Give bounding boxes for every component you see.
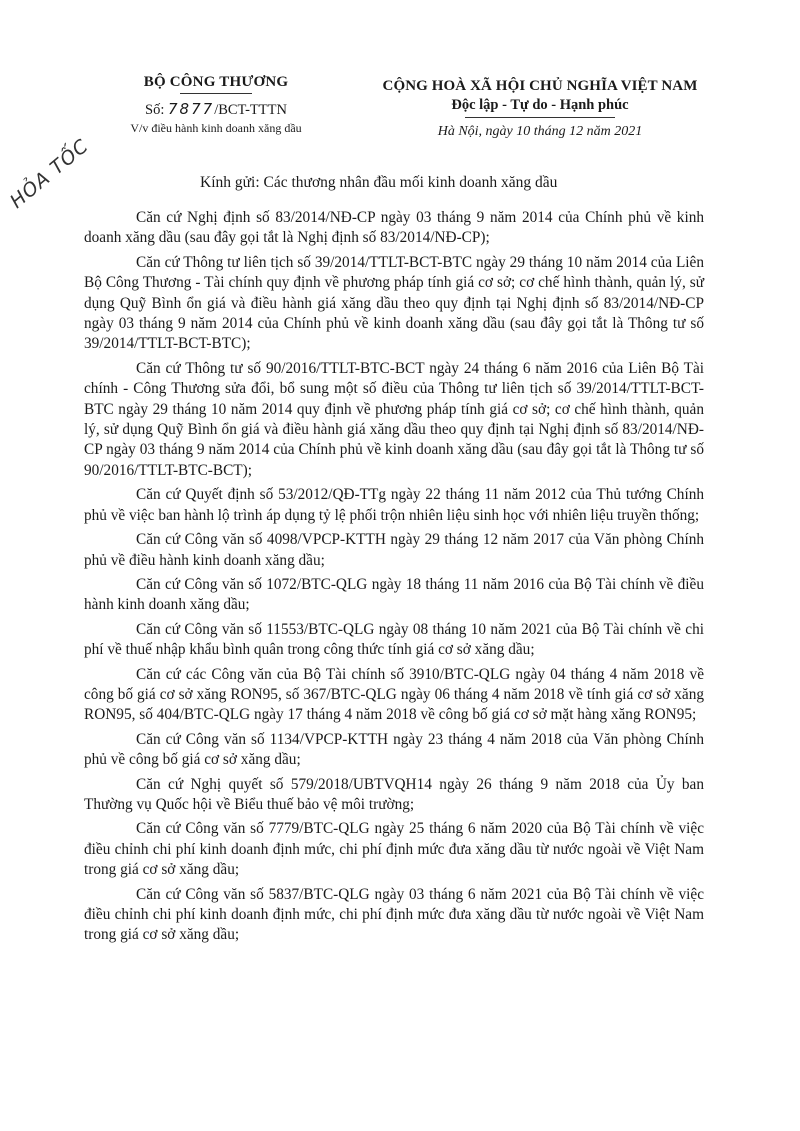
- paragraph: Căn cứ Công văn số 4098/VPCP-KTTH ngày 29 tháng 12 năm 2017 của Văn phòng Chính phủ về điều hành kinh doanh xăng dầu;: [84, 531, 704, 569]
- national-header: [340, 78, 740, 140]
- paragraph: Căn cứ Thông tư số 90/2016/TTLT-BTC-BCT ngày 24 tháng 6 năm 2016 của Liên Bộ Tài chính - Công Thương sửa đổi, bổ sung một số điều của Thông tư liên tịch số 39/2014/TTLT-BCT-BTC ngày 29 tháng 10 năm 2014 quy định về phương pháp tính giá cơ sở; cơ chế hình thành, quản lý, sử dụng Quỹ Bình ổn giá và điều hành giá xăng dầu theo quy định tại Nghị định số 83/2014/NĐ-CP ngày 03 tháng 9 năm 2014 của Chính phủ về kinh doanh xăng dầu (sau đây gọi tắt là Thông tư số 90/2016/TTLT-BTC-BCT);: [84, 359, 704, 479]
- document-number: [86, 100, 346, 119]
- issuer-name: BỘ CÔNG THƯƠNG: [143, 74, 289, 90]
- document-body: [84, 208, 704, 950]
- paragraph: Căn cứ Công văn số 11553/BTC-QLG ngày 08 tháng 10 năm 2021 của Bộ Tài chính về chi phí về thuế nhập khẩu bình quân trong công thức tính giá cơ sở xăng dầu;: [84, 620, 704, 659]
- issuer-block: [86, 74, 346, 136]
- doc-number-prefix: Số:: [145, 102, 165, 118]
- paragraph: Căn cứ các Công văn của Bộ Tài chính số 3910/BTC-QLG ngày 04 tháng 4 năm 2018 về công bố giá cơ sở xăng RON95, số 367/BTC-QLG ngày 06 tháng 4 năm 2018 về tính giá cơ sở xăng RON95, số 404/BTC-QLG ngày 17 tháng 4 năm 2018 về công bố giá cơ sở mặt hàng xăng RON95;: [84, 665, 704, 724]
- motto-underline: [465, 117, 615, 118]
- paragraph: Căn cứ Công văn số 1134/VPCP-KTTH ngày 23 tháng 4 năm 2018 của Văn phòng Chính phủ về công bố giá cơ sở xăng dầu;: [84, 730, 704, 769]
- doc-number-handwritten: 7877: [168, 100, 215, 118]
- nation-title: CỘNG HOÀ XÃ HỘI CHỦ NGHĨA VIỆT NAM: [382, 78, 698, 94]
- issuer-underline: [180, 93, 252, 94]
- urgent-stamp: HỎA TỐC: [6, 134, 93, 213]
- place-date: Hà Nội, ngày 10 tháng 12 năm 2021: [437, 124, 643, 139]
- paragraph: Căn cứ Công văn số 5837/BTC-QLG ngày 03 tháng 6 năm 2021 của Bộ Tài chính về việc điều chỉnh chi phí kinh doanh định mức, chi phí định mức đưa xăng dầu từ nước ngoài về Việt Nam trong giá cơ sở xăng dầu;: [84, 885, 704, 944]
- national-motto: Độc lập - Tự do - Hạnh phúc: [451, 97, 629, 113]
- paragraph: Căn cứ Công văn số 1072/BTC-QLG ngày 18 tháng 11 năm 2016 của Bộ Tài chính về điều hành kinh doanh xăng dầu;: [84, 575, 704, 614]
- paragraph: Căn cứ Thông tư liên tịch số 39/2014/TTLT-BCT-BTC ngày 29 tháng 10 năm 2014 của Liên Bộ Công Thương - Tài chính quy định về phương pháp tính giá cơ sở; cơ chế hình thành, quản lý, sử dụng Quỹ Bình ổn giá và điều hành giá xăng dầu theo quy định tại Nghị định số 83/2014/NĐ-CP ngày 03 tháng 9 năm 2014 của Chính phủ về kinh doanh xăng dầu (sau đây gọi tắt là Thông tư số 39/2014/TTLT-BCT-BTC);: [84, 253, 704, 353]
- greeting-line: Kính gửi: Các thương nhân đầu mối kinh doanh xăng dầu: [200, 174, 558, 191]
- paragraph: Căn cứ Quyết định số 53/2012/QĐ-TTg ngày 22 tháng 11 năm 2012 của Thủ tướng Chính phủ về việc ban hành lộ trình áp dụng tỷ lệ phối trộn nhiên liệu sinh học với nhiên liệu truyền thống;: [84, 486, 704, 524]
- document-subject: V/v điều hành kinh doanh xăng dầu: [130, 121, 302, 135]
- paragraph: Căn cứ Công văn số 7779/BTC-QLG ngày 25 tháng 6 năm 2020 của Bộ Tài chính về việc điều chỉnh chi phí kinh doanh định mức, chi phí định mức đưa xăng dầu từ nước ngoài về Việt Nam trong giá cơ sở xăng dầu;: [84, 820, 704, 879]
- paragraph: Căn cứ Nghị định số 83/2014/NĐ-CP ngày 03 tháng 9 năm 2014 của Chính phủ về kinh doanh xăng dầu (sau đây gọi tắt là Nghị định số 83/2014/NĐ-CP);: [84, 209, 704, 247]
- doc-number-suffix: /BCT-TTTN: [214, 102, 287, 118]
- paragraph: Căn cứ Nghị quyết số 579/2018/UBTVQH14 ngày 26 tháng 9 năm 2018 của Ủy ban Thường vụ Quốc hội về Biểu thuế bảo vệ môi trường;: [84, 775, 704, 813]
